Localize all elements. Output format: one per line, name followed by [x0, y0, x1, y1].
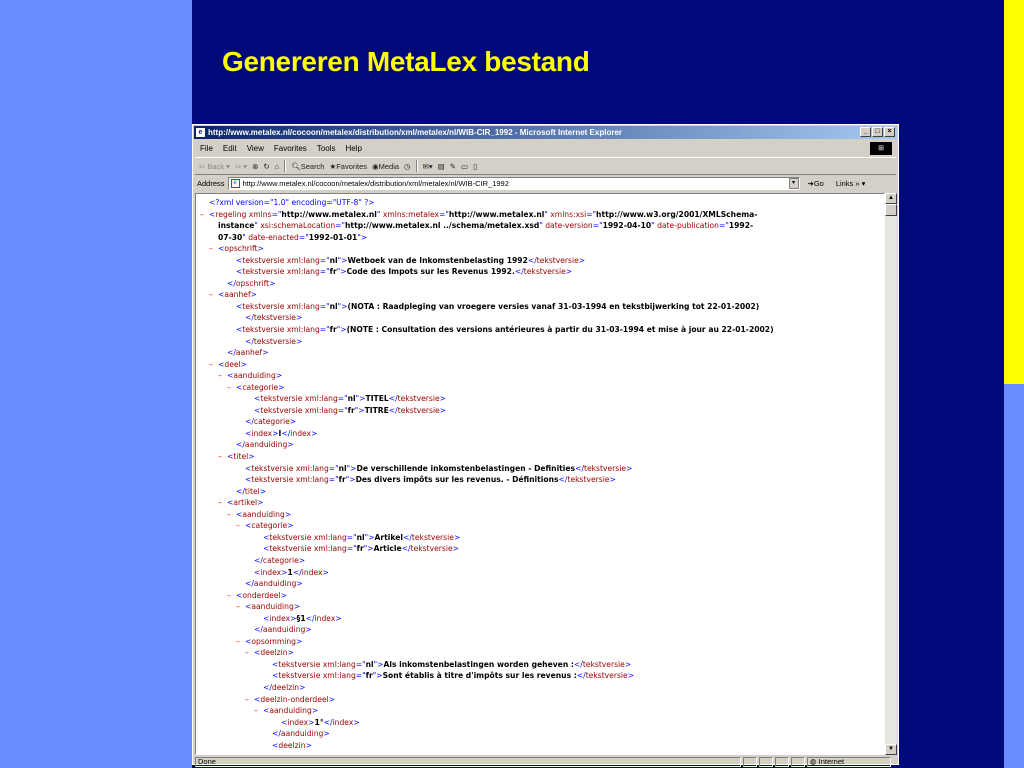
status-cell: [791, 757, 805, 767]
xml-line[interactable]: [200, 705, 880, 717]
xml-line-text: <aanduiding>: [263, 706, 319, 716]
xml-line[interactable]: [200, 497, 880, 509]
xml-line-text: </titel>: [236, 486, 267, 496]
menu-help[interactable]: Help: [345, 143, 362, 153]
xml-line[interactable]: [200, 509, 880, 521]
xml-line[interactable]: [200, 636, 880, 648]
xml-line-text: <tekstversie xml:lang="fr">TITRE</tekstversie>: [254, 405, 447, 415]
collapse-toggle-icon[interactable]: –: [227, 509, 231, 519]
xml-line-text: </categorie>: [254, 555, 306, 565]
xml-line: [200, 567, 880, 579]
xml-line-text: </categorie>: [245, 417, 297, 427]
xml-line-text: </aanhef>: [227, 348, 269, 358]
xml-tree: [200, 197, 880, 751]
xml-line: [200, 555, 880, 567]
scroll-thumb[interactable]: [885, 204, 897, 216]
xml-line-text: <aanduiding>: [227, 371, 283, 381]
xml-line-text: <tekstversie xml:lang="fr">Article</tekstversie>: [263, 544, 459, 554]
xml-line[interactable]: [200, 243, 880, 255]
home-icon[interactable]: ⌂: [274, 161, 280, 171]
xml-line: [200, 532, 880, 544]
collapse-toggle-icon[interactable]: –: [236, 636, 240, 646]
xml-line[interactable]: [200, 382, 880, 394]
collapse-toggle-icon[interactable]: –: [227, 382, 231, 392]
xml-line: [200, 670, 880, 682]
xml-line-text: <opsomming>: [245, 636, 303, 646]
links-button[interactable]: Links » ▾: [835, 179, 866, 188]
scroll-down-icon[interactable]: ▼: [885, 744, 897, 755]
status-bar: [195, 756, 896, 767]
xml-line-text: <index>1°</index>: [281, 717, 360, 727]
xml-line: [200, 740, 880, 752]
xml-line[interactable]: [200, 694, 880, 706]
xml-line-text: <tekstversie xml:lang="fr">(NOTE : Consultation des versions antérieures à partir du 31-03-1994 et mise à jour au 22-01-2002): [236, 325, 774, 335]
toolbar-separator: [416, 160, 418, 172]
xml-line: [200, 220, 880, 232]
xml-line-text: <tekstversie xml:lang="nl">TITEL</tekstversie>: [254, 394, 447, 404]
xml-line[interactable]: [200, 359, 880, 371]
xml-line-text: <onderdeel>: [236, 590, 287, 600]
xml-line-text: <tekstversie xml:lang="fr">Code des Impots sur les Revenus 1992.</tekstversie>: [236, 267, 573, 277]
collapse-toggle-icon[interactable]: –: [227, 590, 231, 600]
address-url: http://www.metalex.nl/cocoon/metalex/distribution/xml/metalex/nl/WIB-CIR_1992: [242, 179, 509, 188]
xml-line: [200, 439, 880, 451]
xml-line: [200, 682, 880, 694]
minimize-button[interactable]: _: [860, 127, 871, 137]
page-icon: e: [231, 179, 240, 188]
xml-line: [200, 255, 880, 267]
menu-bar: [195, 141, 896, 155]
collapse-toggle-icon[interactable]: –: [218, 498, 222, 508]
menu-view[interactable]: View: [246, 143, 264, 153]
xml-line[interactable]: [200, 370, 880, 382]
xml-line: [200, 197, 880, 209]
xml-line-text: <artikel>: [227, 498, 264, 508]
favorites-button[interactable]: ★Favorites: [329, 161, 368, 171]
collapse-toggle-icon[interactable]: –: [209, 244, 213, 254]
xml-line: [200, 428, 880, 440]
discuss-icon[interactable]: ▭: [461, 161, 469, 171]
refresh-icon[interactable]: ↻: [263, 161, 270, 171]
address-bar: [195, 176, 896, 191]
xml-line-text: <regeling xmlns="http://www.metalex.nl" xmlns:metalex="http://www.metalex.nl" xmlns:xsi="http://www.w3.org/2001/XMLSchema-: [209, 209, 758, 219]
media-button[interactable]: ◉Media: [372, 161, 400, 171]
status-cell: [775, 757, 789, 767]
xml-line: [200, 728, 880, 740]
left-background-band: [0, 0, 192, 768]
stop-icon[interactable]: ⊗: [252, 161, 259, 171]
window-titlebar[interactable]: [194, 126, 897, 139]
xml-line: [200, 613, 880, 625]
xml-line-text: <tekstversie xml:lang="fr">Des divers impôts sur les revenus. - Définitions</tekstversie>: [245, 475, 616, 485]
xml-line-text: </tekstversie>: [245, 313, 303, 323]
messenger-icon[interactable]: ▯: [473, 161, 478, 171]
xml-line-text: <tekstversie xml:lang="nl">Wetboek van de Inkomstenbelasting 1992</tekstversie>: [236, 255, 586, 265]
xml-line-text: <deelzin-onderdeel>: [254, 694, 336, 704]
mail-icon[interactable]: ✉▾: [422, 161, 433, 171]
xml-line-text: <tekstversie xml:lang="nl">De verschillende inkomstenbelastingen - Definities</tekstversie>: [245, 463, 633, 473]
xml-line: [200, 578, 880, 590]
xml-line: [200, 278, 880, 290]
xml-line-text: <aanduiding>: [236, 509, 292, 519]
forward-button[interactable]: ⇨ ▾: [234, 161, 248, 171]
close-button[interactable]: ×: [884, 127, 895, 137]
xml-line-text: <tekstversie xml:lang="nl">(NOTA : Raadpleging van vroegere versies vanaf 31-03-1994 en tekstbijwerking tot 22-01-2002): [236, 301, 760, 311]
xml-line-text: </tekstversie>: [245, 336, 303, 346]
address-label: Address: [197, 179, 225, 188]
xml-line-text: <tekstversie xml:lang="fr">Sont établis à titre d'impôts sur les revenus :</tekstversie>: [272, 671, 635, 681]
status-text: Done: [198, 756, 216, 766]
collapse-toggle-icon[interactable]: –: [209, 290, 213, 300]
search-button[interactable]: 🔍︎Search: [291, 161, 325, 171]
xml-line-text: <deel>: [218, 359, 248, 369]
xml-line: [200, 393, 880, 405]
vertical-scrollbar[interactable]: [885, 193, 897, 755]
xml-line[interactable]: [200, 209, 880, 221]
xml-line-text: <index>§1</index>: [263, 613, 342, 623]
xml-line-text: <index>1</index>: [254, 567, 329, 577]
xml-line-text: <deelzin>: [272, 740, 312, 750]
xml-line-text: <deelzin>: [254, 648, 294, 658]
standard-toolbar: [195, 157, 896, 175]
xml-line-text: <opschrift>: [218, 244, 264, 254]
status-cell: [759, 757, 773, 767]
xml-line-text: <tekstversie xml:lang="nl">Artikel</tekstversie>: [263, 532, 461, 542]
xml-line: [200, 659, 880, 671]
collapse-toggle-icon[interactable]: –: [245, 648, 249, 658]
collapse-toggle-icon[interactable]: –: [236, 602, 240, 612]
collapse-toggle-icon[interactable]: –: [218, 371, 222, 381]
xml-line-text: </opschrift>: [227, 278, 276, 288]
xml-viewer[interactable]: [195, 193, 885, 755]
menu-tools[interactable]: Tools: [316, 143, 336, 153]
xml-line: [200, 416, 880, 428]
zone-cell: ◍ Internet: [807, 757, 891, 767]
window-title: http://www.metalex.nl/cocoon/metalex/distribution/xml/metalex/nl/WIB-CIR_1992 - Microsoft Internet Explorer: [208, 128, 623, 137]
menu-favorites[interactable]: Favorites: [273, 143, 307, 153]
collapse-toggle-icon[interactable]: –: [209, 359, 213, 369]
xml-line-text: <tekstversie xml:lang="nl">Als inkomstenbelastingen worden geheven :</tekstversie>: [272, 659, 632, 669]
go-button[interactable]: ➜Go: [807, 179, 824, 188]
xml-line-text: 07-30" date-enacted="1992-01-01">: [218, 232, 368, 242]
xml-line: [200, 486, 880, 498]
maximize-button[interactable]: □: [872, 127, 883, 137]
xml-line: [200, 324, 880, 336]
xml-line: [200, 624, 880, 636]
collapse-toggle-icon[interactable]: –: [236, 521, 240, 531]
xml-line: [200, 336, 880, 348]
xml-line: [200, 312, 880, 324]
xml-line: [200, 717, 880, 729]
collapse-toggle-icon[interactable]: –: [200, 209, 204, 219]
collapse-toggle-icon[interactable]: –: [218, 452, 222, 462]
xml-line: [200, 266, 880, 278]
xml-line[interactable]: [200, 289, 880, 301]
xml-line-text: instance" xsi:schemaLocation="http://www.metalex.nl ../schema/metalex.xsd" date-version="1992-04-10" date-publication="1992-: [218, 221, 754, 231]
xml-line-text: <categorie>: [245, 521, 294, 531]
toolbar-separator: [284, 160, 286, 172]
accent-bar: [1004, 0, 1024, 384]
xml-line: [200, 474, 880, 486]
xml-line-text: </deelzin>: [263, 682, 306, 692]
xml-line: [200, 405, 880, 417]
menu-edit[interactable]: Edit: [222, 143, 237, 153]
xml-line-text: <aanhef>: [218, 290, 258, 300]
xml-line: [200, 301, 880, 313]
xml-line-text: </aanduiding>: [272, 729, 330, 739]
xml-line-text: </aanduiding>: [236, 440, 294, 450]
address-input[interactable]: [228, 177, 800, 190]
xml-line-text: </aanduiding>: [245, 579, 303, 589]
xml-line: [200, 543, 880, 555]
collapse-toggle-icon[interactable]: –: [254, 706, 258, 716]
zone-text: Internet: [818, 756, 845, 766]
xml-line-text: <?xml version="1.0" encoding="UTF-8" ?>: [209, 198, 375, 207]
xml-line-text: </aanduiding>: [254, 625, 312, 635]
slide-title: Genereren MetaLex bestand: [222, 46, 590, 77]
print-icon[interactable]: ▤: [437, 161, 445, 171]
xml-line-text: <aanduiding>: [245, 602, 301, 612]
status-cell: [743, 757, 757, 767]
history-icon[interactable]: ◷: [404, 161, 411, 171]
xml-line: [200, 463, 880, 475]
menu-file[interactable]: File: [200, 143, 213, 153]
xml-line[interactable]: [200, 520, 880, 532]
address-dropdown-icon[interactable]: ▾: [789, 178, 799, 189]
collapse-toggle-icon[interactable]: –: [245, 694, 249, 704]
browser-window: [192, 124, 899, 765]
xml-line[interactable]: [200, 590, 880, 602]
windows-logo-icon: ⊞: [870, 142, 892, 155]
xml-line[interactable]: [200, 647, 880, 659]
status-text-cell: [195, 757, 741, 767]
xml-line: [200, 347, 880, 359]
xml-line[interactable]: [200, 451, 880, 463]
back-button[interactable]: ⇦ Back ▾: [199, 161, 230, 171]
xml-line: [200, 232, 880, 244]
xml-line-text: <titel>: [227, 452, 255, 462]
xml-line-text: <index>I</index>: [245, 428, 318, 438]
edit-icon[interactable]: ✎: [449, 161, 457, 171]
xml-line[interactable]: [200, 601, 880, 613]
xml-line-text: <categorie>: [236, 382, 285, 392]
ie-icon: e: [196, 128, 205, 137]
scroll-up-icon[interactable]: ▲: [885, 193, 897, 204]
